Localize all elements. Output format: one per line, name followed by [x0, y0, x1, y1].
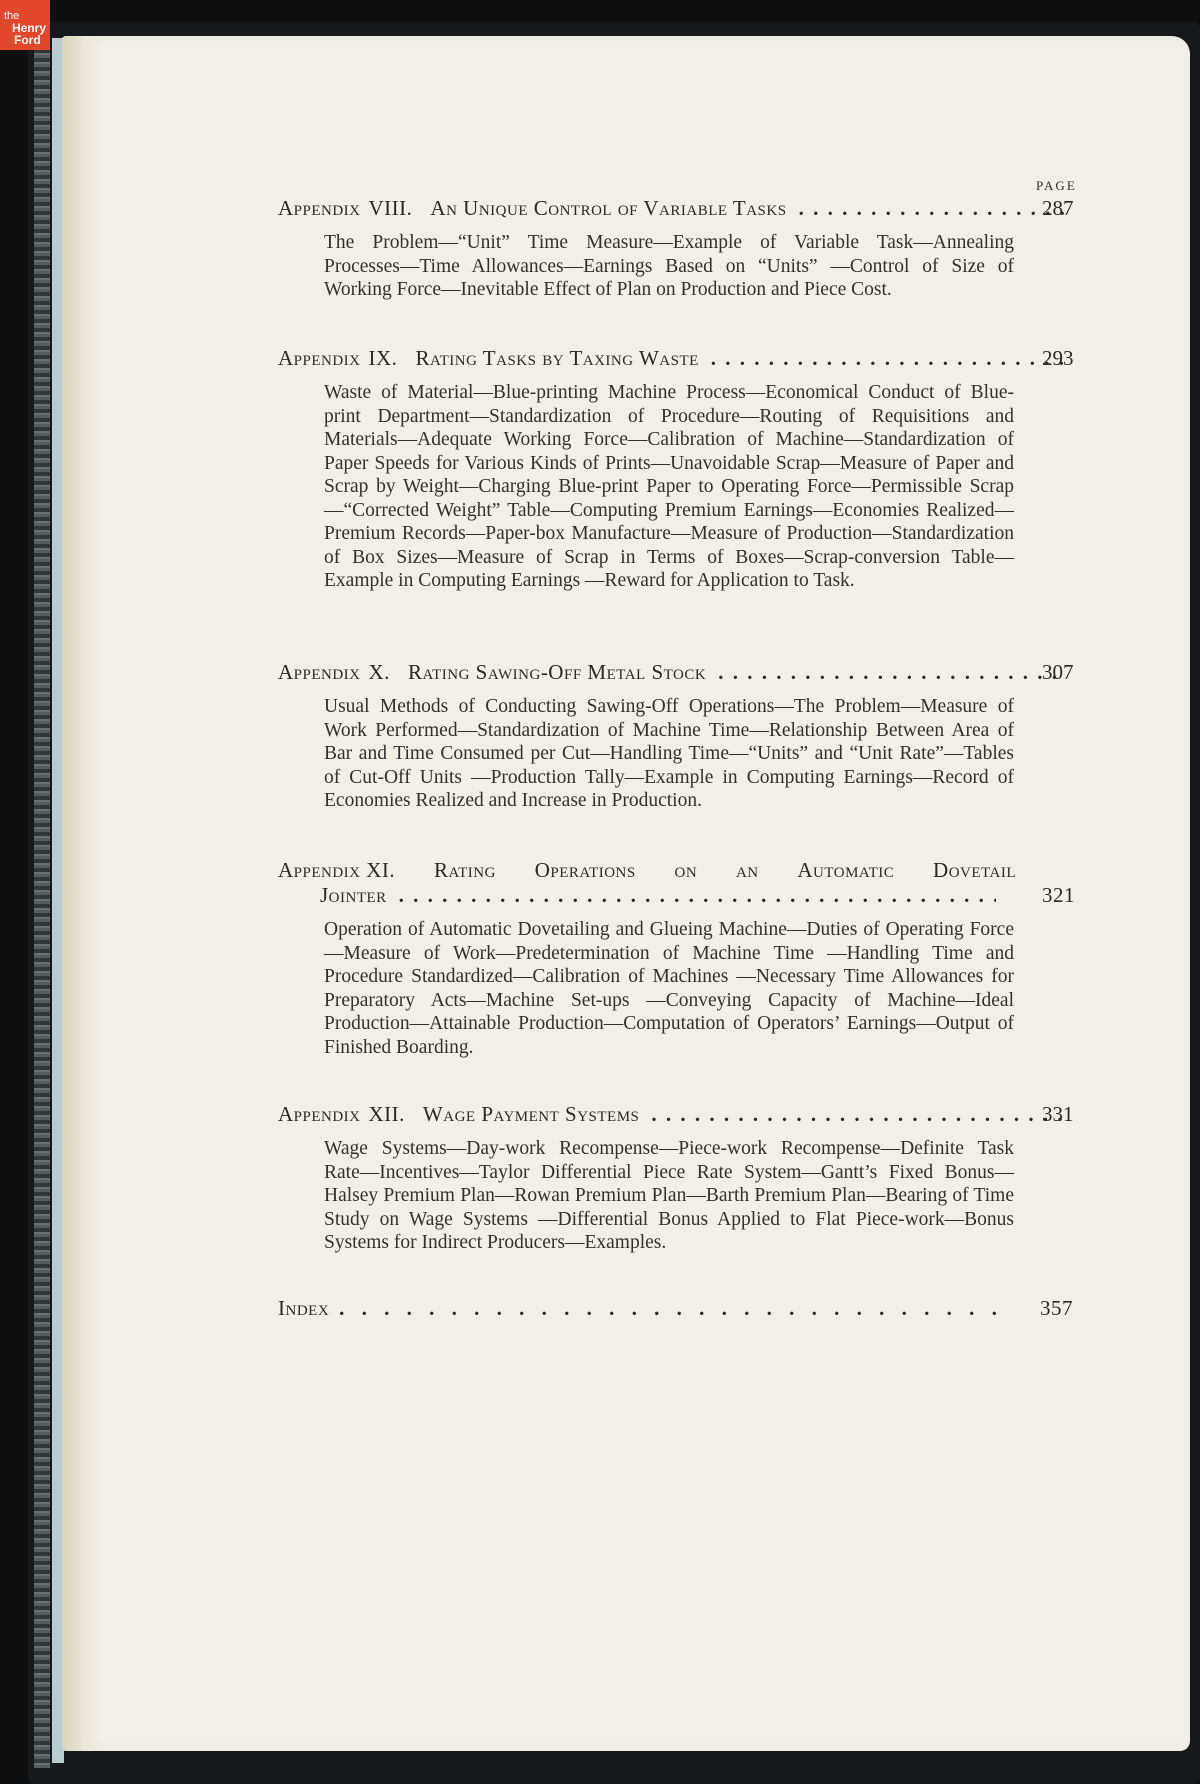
- appendix-description: Wage Systems—Day-work Recompense—Piece-work Recompense—Definite Task Rate—Incentives—Taylor Differential Piece Rate System—Gantt’s Fixed Bonus—Halsey Premium Plan—Rowan Premium Plan—Barth Premium Plan—Bearing of Time Study on Wage Systems —Differential Bonus Applied to Flat Piece-work—Bonus Systems for Indirect Producers—Examples.: [324, 1138, 1014, 1253]
- appendix-title-continued: Jointer: [320, 883, 387, 907]
- logo-text-henry: Henry: [12, 21, 47, 35]
- appendix-label: Appendix: [278, 858, 361, 882]
- page-number: 321: [1042, 883, 1075, 907]
- toc-entry-appendix-xii: [278, 1102, 1078, 1255]
- appendix-number: X.: [368, 660, 390, 684]
- page-number: 293: [1042, 346, 1074, 370]
- appendix-title: Rating Sawing-Off Metal Stock: [407, 660, 707, 684]
- leader-dots: [799, 196, 1066, 221]
- appendix-label: Appendix: [278, 196, 361, 220]
- henry-ford-logo[interactable]: [0, 0, 50, 50]
- title-word: Operations: [534, 858, 636, 882]
- appendix-description: Usual Methods of Conducting Sawing-Off Operations—The Problem—Measure of Work Performed—Standardization of Machine Time—Relationship Between Area of Bar and Time Consumed per Cut—Handling Time—“Units” and “Unit Rate”—Tables of Cut-Off Units —Production Tally—Example in Computing Earnings—Record of Economies Realized and Increase in Production.: [324, 696, 1014, 811]
- index-label: Index: [278, 1296, 330, 1320]
- title-word: on: [674, 858, 698, 882]
- appendix-label: Appendix: [278, 346, 361, 370]
- page-number: 331: [1042, 1102, 1074, 1126]
- page-number: 287: [1042, 196, 1074, 220]
- appendix-number: VIII.: [368, 196, 413, 220]
- appendix-title: An Unique Control of Variable Tasks: [430, 196, 787, 220]
- leader-dots: [399, 883, 996, 908]
- appendix-number: XII.: [368, 1102, 405, 1126]
- cover-edge: [34, 28, 50, 1768]
- toc-heading-line-2: [320, 883, 1078, 908]
- appendix-label: Appendix: [278, 660, 361, 684]
- page-column-label: PAGE: [1036, 178, 1077, 193]
- leader-dots: [711, 346, 1066, 371]
- appendix-description: Waste of Material—Blue-printing Machine Process—Economical Conduct of Blue-print Department—Standardization of Procedure—Routing of Requisitions and Materials—Adequate Working Force—Calibration of Machine—Standardization of Paper Speeds for Various Kinds of Prints—Unavoidable Scrap—Measure of Paper and Scrap by Weight—Charging Blue-print Paper to Operating Force—Permissible Scrap—“Corrected Weight” Table—Computing Premium Earnings—Economies Realized—Premium Records—Paper-box Manufacture—Measure of Production—Standardization of Box Sizes—Measure of Scrap in Terms of Boxes—Scrap-conversion Table—Example in Computing Earnings —Reward for Application to Task.: [324, 382, 1014, 591]
- appendix-label: Appendix: [278, 1102, 361, 1126]
- title-word: Dovetail: [933, 858, 1016, 882]
- toc-heading-line-1: [278, 858, 1016, 883]
- leader-dots: [651, 1102, 1066, 1127]
- logo-text-the: the: [4, 10, 20, 22]
- appendix-description: The Problem—“Unit” Time Measure—Example of Variable Task—Annealing Processes—Time Allowances—Earnings Based on “Units” —Control of Size of Working Force—Inevitable Effect of Plan on Production and Piece Cost.: [324, 232, 1014, 300]
- toc-heading: [278, 196, 1078, 221]
- title-word: an: [735, 858, 759, 882]
- logo-text-ford: Ford: [14, 33, 41, 47]
- appendix-number: IX.: [368, 346, 398, 370]
- page-gutter: [62, 36, 102, 1751]
- leader-dots: [718, 660, 1066, 685]
- toc-entry-appendix-xi: [278, 858, 1078, 1059]
- title-word: Automatic: [797, 858, 895, 882]
- toc-entry-appendix-ix: [278, 346, 1078, 593]
- toc-heading: [278, 346, 1078, 371]
- toc-heading: [278, 660, 1078, 685]
- toc-heading: [278, 858, 1078, 908]
- title-word: Rating: [433, 858, 496, 882]
- toc-heading: [278, 1102, 1078, 1127]
- page-number: 357: [1040, 1296, 1073, 1320]
- toc-entry-appendix-x: [278, 660, 1078, 813]
- appendix-description: Operation of Automatic Dovetailing and Glueing Machine—Duties of Operating Force—Measure of Work—Predetermination of Machine Time —Handling Time and Procedure Standardized—Calibration of Machines —Necessary Time Allowances for Preparatory Acts—Machine Set-ups —Conveying Capacity of Machine—Ideal Production—Attainable Production—Computation of Operators’ Earnings—Output of Finished Boarding.: [324, 919, 1014, 1058]
- appendix-number: XI.: [366, 858, 396, 882]
- appendix-title: Wage Payment Systems: [422, 1102, 640, 1126]
- leader-dots: [339, 1296, 999, 1321]
- toc-entry-appendix-viii: [278, 196, 1078, 302]
- appendix-title: Rating Tasks by Taxing Waste: [415, 346, 699, 370]
- page-number: 307: [1042, 660, 1074, 684]
- toc-entry-index: [278, 1296, 1078, 1321]
- appendix-label-group: [278, 858, 395, 883]
